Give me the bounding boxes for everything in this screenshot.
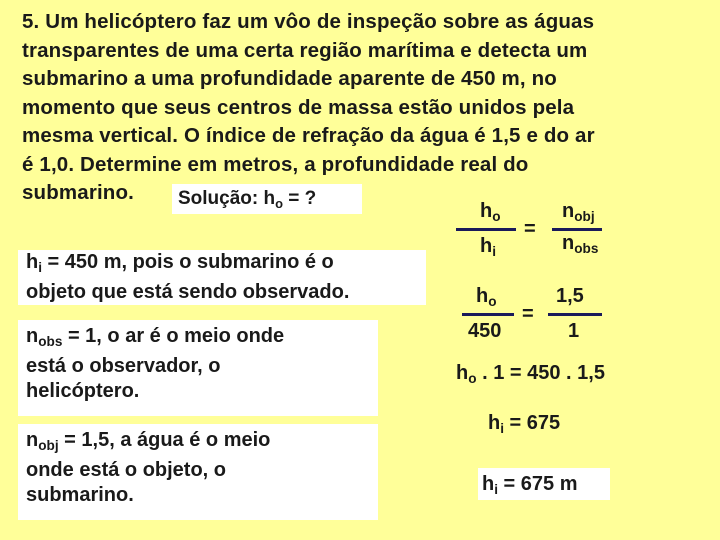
f2-numerator-right: 1,5: [556, 285, 584, 307]
f2-denominator-left: 450: [468, 320, 502, 342]
solution-rest: = ?: [283, 188, 317, 209]
f1-denominator-right: $n_{obs}$: [562, 232, 599, 257]
problem-line: 5. Um helicóptero faz um vôo de inspeção sobre as águas: [22, 10, 595, 33]
f1-numerator-right: $n_{obj}$: [562, 200, 595, 225]
solution-sub: o: [275, 195, 284, 211]
nobs-symbol: n: [26, 325, 39, 347]
problem-statement: [22, 8, 712, 208]
result-symbol: h: [482, 473, 495, 495]
f1-fraction-bar-left: [456, 228, 516, 231]
f1-equals: =: [524, 218, 536, 240]
f2-equals: =: [522, 303, 534, 325]
nobj-description-box: [18, 424, 378, 520]
f1-denominator-left: $h_i$: [480, 235, 496, 260]
f2-numerator-left: $h_o$: [476, 285, 497, 310]
nobj-sub: obj: [38, 438, 59, 454]
hi-description-box: [18, 250, 426, 305]
result-box: [478, 468, 610, 500]
formula-hi-value: $h_i = 675$: [488, 412, 561, 437]
formula-cross-multiply: $h_o$ . 1 = 450 . 1,5: [456, 362, 605, 387]
result-sub: i: [494, 482, 498, 498]
nobs-description-box: [18, 320, 378, 416]
f2-denominator-right: 1: [568, 320, 580, 342]
problem-line: momento que seus centros de massa estão unidos pela: [22, 95, 575, 119]
nobj-line2: onde está o objeto, o: [26, 459, 227, 482]
f1-fraction-bar-right: [552, 228, 602, 231]
f2-fraction-bar-left: [462, 313, 514, 316]
problem-line: transparentes de uma certa região marítima e detecta um: [22, 38, 588, 62]
nobj-symbol: n: [26, 429, 39, 451]
problem-line: submarino a uma profundidade aparente de 450 m, no: [22, 67, 557, 90]
hi-line1-text: = 450 m, pois o submarino é o: [42, 251, 334, 273]
solution-label: Solução: h: [178, 188, 276, 209]
solution-box: [172, 184, 362, 214]
hi-sub: i: [38, 260, 42, 276]
problem-line: mesma vertical. O índice de refração da água é 1,5 e do ar: [22, 124, 595, 147]
nobs-line3: helicóptero.: [26, 380, 140, 403]
result-value: = 675 m: [498, 473, 578, 495]
nobs-sub: obs: [38, 334, 63, 350]
nobj-line1: [26, 428, 378, 458]
hi-line1: [26, 250, 426, 280]
nobj-line1-text: = 1,5, a água é o meio: [58, 429, 271, 451]
nobs-line1-text: = 1, o ar é o meio onde: [62, 325, 285, 347]
nobj-line3: submarino.: [26, 484, 134, 507]
f1-numerator-left: $h_o$: [480, 200, 501, 225]
hi-symbol: h: [26, 251, 39, 273]
hi-line2: objeto que está sendo observado.: [26, 281, 350, 304]
problem-line: é 1,0. Determine em metros, a profundidade real do: [22, 152, 529, 176]
f2-fraction-bar-right: [548, 313, 602, 316]
nobs-line2: está o observador, o: [26, 355, 221, 378]
nobs-line1: [26, 324, 378, 354]
problem-line: submarino.: [22, 181, 134, 204]
